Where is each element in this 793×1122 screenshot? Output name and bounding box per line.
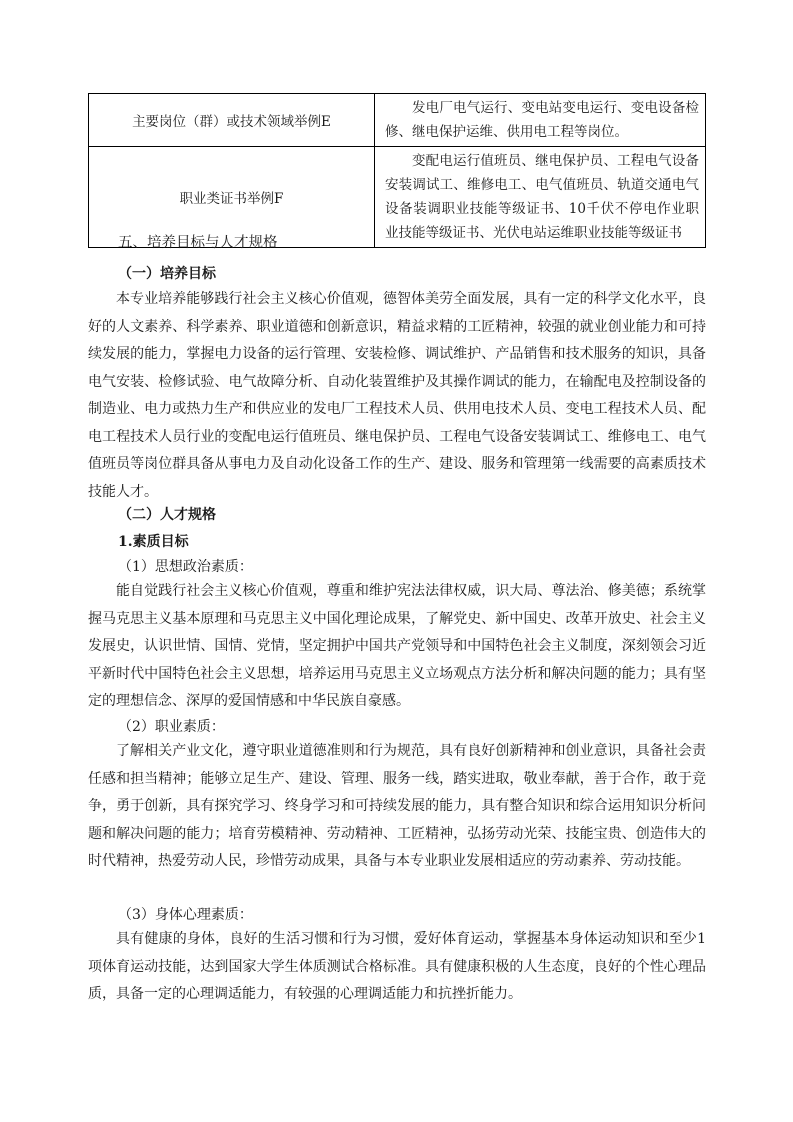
physical-paragraph: 具有健康的身体，良好的生活习惯和行为习惯，爱好体育运动，掌握基本身体运动知识和至少1项体育运动技能，达到国家大学生体质测试合格标准。具有健康积极的人生态度，良好的个性心理品质，具备一定的心理调适能力，有较强的心理调适能力和抗挫折能力。 <box>88 931 706 1002</box>
item-label-physical: （3）身体心理素质： <box>118 907 253 923</box>
political-paragraph: 能自觉践行社会主义核心价值观，尊重和维护宪法法律权威，识大局、尊法治、修美德；系统掌握马克思主义基本原理和马克思主义中国化理论成果，了解党史、新中国史、改革开放史、社会主义发展史，认识世情、国情、党情，坚定拥护中国共产党领导和中国特色社会主义制度，深刻领会习近平新时代中国特色社会主义思想，培养运用马克思主义立场观点方法分析和解决问题的能力；具有坚定的理想信念、深厚的爱国情感和中华民族自豪感。 <box>88 583 706 709</box>
goal-paragraph: 本专业培养能够践行社会主义核心价值观，德智体美劳全面发展，具有一定的科学文化水平，良好的人文素养、科学素养、职业道德和创新意识，精益求精的工匠精神，较强的就业创业能力和可持续发展的能力，掌握电力设备的运行管理、安装检修、调试维护、产品销售和技术服务的知识，具备电气安装、检修试验、电气故障分析、自动化装置维护及其操作调试的能力，在输配电及控制设备的制造业、电力或热力生产和供应业的发电厂工程技术人员、供用电技术人员、变电工程技术人员、配电工程技术人员行业的变配电运行值班员、继电保护员、工程电气设备安装调试工、维修电工、电气值班员等岗位群具备从事电力及自动化设备工作的生产、建设、服务和管理第一线需要的高素质技术技能人才。 <box>88 291 706 500</box>
political-paragraph-wrap <box>88 578 706 716</box>
section-heading: 五、培养目标与人才规格 <box>118 235 278 251</box>
point-heading-quality: 1.素质目标 <box>118 534 189 550</box>
professional-paragraph-wrap <box>88 738 706 876</box>
table-key-cell: 主要岗位（群）或技术领域举例E <box>89 94 375 147</box>
physical-paragraph-wrap <box>88 926 706 1009</box>
occupation-table <box>88 93 706 248</box>
table-key-cell: 职业类证书举例F <box>89 147 375 248</box>
item-label-professional: （2）职业素质： <box>118 719 225 735</box>
item-label-political: （1）思想政治素质： <box>118 559 253 575</box>
table-row <box>89 94 706 147</box>
subsection-heading-goal: （一）培养目标 <box>118 266 216 282</box>
table-value-cell: 发电厂电气运行、变电站变电运行、变电设备检修、继电保护运维、供用电工程等岗位。 <box>375 94 706 147</box>
subsection-heading-spec: （二）人才规格 <box>118 507 216 523</box>
goal-paragraph-wrap <box>88 286 706 506</box>
table-value-cell: 变配电运行值班员、继电保护员、工程电气设备安装调试工、维修电工、电气值班员、轨道交通电气设备装调职业技能等级证书、10千伏不停电作业职业技能等级证书、光伏电站运维职业技能等级证书 <box>375 147 706 248</box>
professional-paragraph: 了解相关产业文化，遵守职业道德准则和行为规范，具有良好创新精神和创业意识，具备社会责任感和担当精神；能够立足生产、建设、管理、服务一线，踏实进取，敬业奉献，善于合作，敢于竞争，勇于创新，具有探究学习、终身学习和可持续发展的能力，具有整合知识和综合运用知识分析问题和解决问题的能力；培育劳模精神、劳动精神、工匠精神，弘扬劳动光荣、技能宝贵、创造伟大的时代精神，热爱劳动人民，珍惜劳动成果，具备与本专业职业发展相适应的劳动素养、劳动技能。 <box>88 743 706 869</box>
